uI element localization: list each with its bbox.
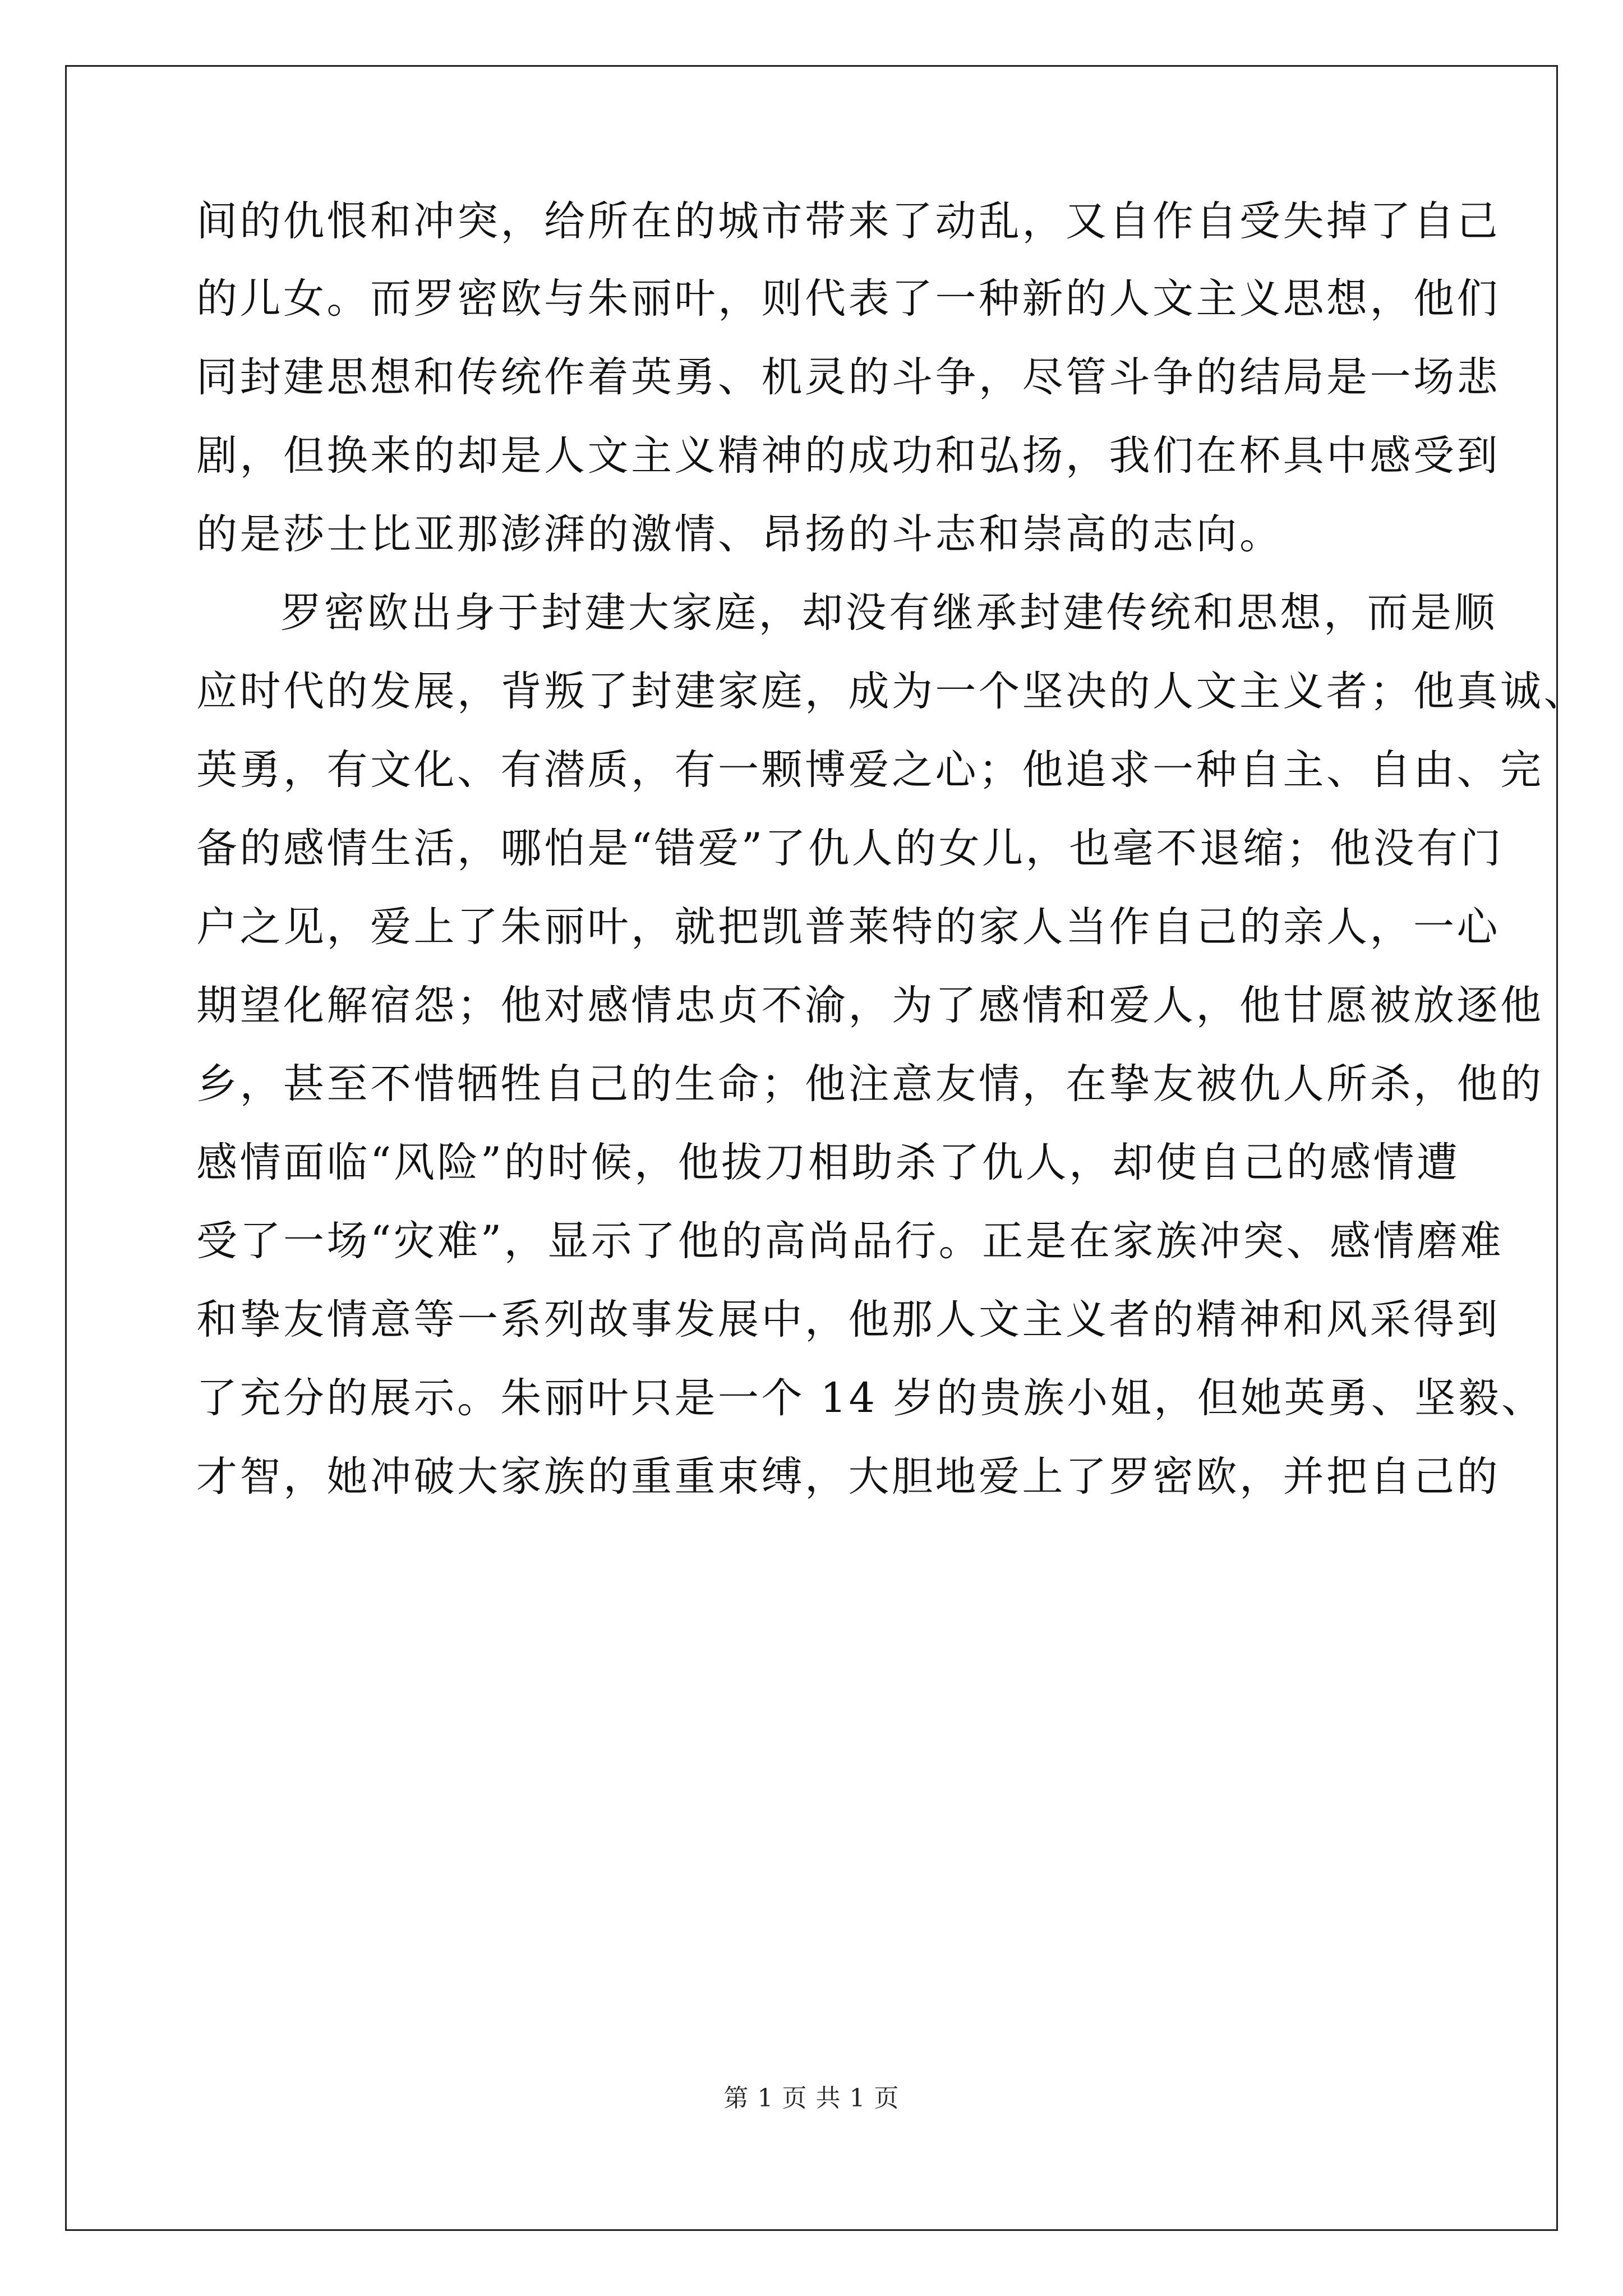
text-line: 间的仇恨和冲突，给所在的城市带来了动乱，又自作自受失掉了自己	[196, 197, 1500, 245]
text-line: 了充分的展示。朱丽叶只是一个 14 岁的贵族小姐，但她英勇、坚毅、	[196, 1374, 1545, 1422]
text-line: 期望化解宿怨；他对感情忠贞不渝，为了感情和爱人，他甘愿被放逐他	[196, 982, 1544, 1029]
text-line: 才智，她冲破大家族的重重束缚，大胆地爱上了罗密欧，并把自己的	[196, 1453, 1500, 1501]
text-line: 乡，甚至不惜牺牲自己的生命；他注意友情，在挚友被仇人所杀，他的	[196, 1060, 1544, 1108]
text-line: 应时代的发展，背叛了封建家庭，成为一个坚决的人文主义者；他真诚、	[196, 668, 1587, 715]
text-line: 备的感情生活，哪怕是“错爱”了仇人的女儿，也毫不退缩；他没有门	[196, 825, 1504, 872]
text-line: 同封建思想和传统作着英勇、机灵的斗争，尽管斗争的结局是一场悲	[196, 353, 1500, 401]
text-line: 英勇，有文化、有潜质，有一颗博爱之心；他追求一种自主、自由、完	[196, 746, 1544, 794]
text-line: 的儿女。而罗密欧与朱丽叶，则代表了一种新的人文主义思想，他们	[196, 275, 1500, 323]
text-line: 的是莎士比亚那澎湃的激情、昂扬的斗志和崇高的志向。	[196, 510, 1283, 558]
text-line: 剧，但换来的却是人文主义精神的成功和弘扬，我们在杯具中感受到	[196, 432, 1500, 480]
page-footer: 第 1 页 共 1 页	[723, 2084, 900, 2113]
text-line: 受了一场“灾难”，显示了他的高尚品行。正是在家族冲突、感情磨难	[196, 1217, 1504, 1265]
text-line: 户之见，爱上了朱丽叶，就把凯普莱特的家人当作自己的亲人，一心	[196, 903, 1500, 951]
paragraph-first-line: 罗密欧出身于封建大家庭，却没有继承封建传统和思想，而是顺	[280, 589, 1497, 637]
text-line: 感情面临“风险”的时候，他拔刀相助杀了仇人，却使自己的感情遭	[196, 1139, 1460, 1186]
text-line: 和挚友情意等一系列故事发展中，他那人文主义者的精神和风采得到	[196, 1296, 1500, 1343]
